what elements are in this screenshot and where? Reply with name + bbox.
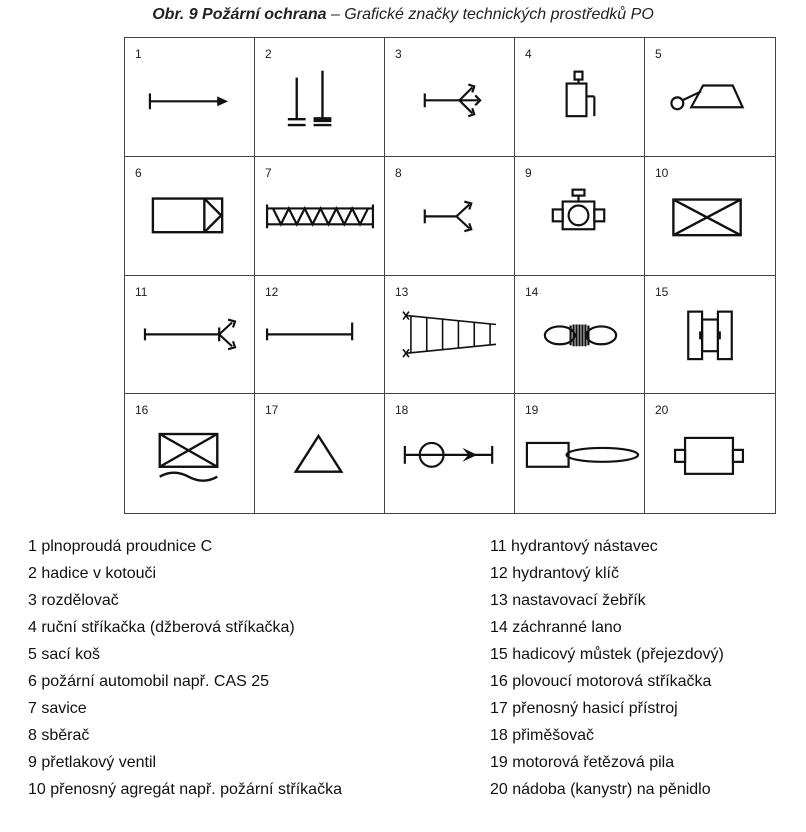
symbol-cell — [645, 38, 775, 157]
extinguisher-triangle-icon — [255, 394, 384, 513]
legend-item: 12 hydrantový klíč — [490, 565, 619, 582]
symbol-cell — [385, 276, 515, 395]
legend-column-right — [490, 533, 724, 803]
cell-number: 9 — [525, 165, 532, 180]
divider-icon — [385, 38, 514, 156]
legend-item: 19 motorová řetězová pila — [490, 754, 675, 771]
symbol-cell — [385, 38, 515, 157]
cell-number: 1 — [135, 47, 142, 61]
symbol-cell — [515, 276, 645, 395]
symbol-cell — [645, 157, 775, 276]
caption-lead: Obr. 9 Požární ochrana — [152, 6, 327, 23]
legend-item: 15 hadicový můstek (přejezdový) — [490, 646, 724, 663]
cell-number: 13 — [395, 284, 409, 299]
cell-number: 8 — [395, 165, 402, 180]
cell-number: 7 — [265, 165, 272, 180]
symbol-cell — [515, 394, 645, 513]
foam-container-icon — [645, 394, 775, 513]
legend-item: 14 záchranné lano — [490, 619, 622, 636]
cell-number: 12 — [265, 284, 279, 299]
symbol-cell — [125, 394, 255, 513]
cell-number: 15 — [655, 284, 669, 299]
hand-pump-icon — [515, 38, 644, 156]
legend-item: 5 sací koš — [28, 646, 101, 663]
legend-item: 13 nastavovací žebřík — [490, 592, 646, 609]
symbol-cell — [255, 38, 385, 157]
portable-pump-icon — [645, 157, 775, 275]
legend-item: 2 hadice v kotouči — [28, 565, 157, 582]
cell-number: 5 — [655, 47, 662, 61]
cell-number: 16 — [135, 403, 149, 418]
legend-item: 18 přiměšovač — [490, 727, 595, 744]
extension-ladder-icon — [385, 276, 514, 394]
legend-column-left — [28, 533, 342, 803]
legend-item: 10 přenosný agregát např. požární stříkačka — [28, 781, 342, 798]
rescue-rope-icon — [515, 276, 644, 394]
floating-pump-icon — [125, 394, 254, 513]
symbol-cell — [515, 38, 645, 157]
cell-number: 6 — [135, 165, 142, 180]
legend-item: 6 požární automobil např. CAS 25 — [28, 673, 270, 690]
legend-item: 11 hydrantový nástavec — [490, 538, 658, 555]
caption-rest: – Grafické značky technických prostředků PO — [326, 6, 654, 23]
legend-item: 8 sběrač — [28, 727, 90, 744]
symbol-cell — [255, 394, 385, 513]
pressure-valve-icon — [515, 157, 644, 275]
symbol-grid — [124, 37, 776, 514]
cell-number: 10 — [655, 165, 669, 180]
legend-item: 7 savice — [28, 700, 87, 717]
suction-basket-icon — [645, 38, 775, 156]
cell-number: 18 — [395, 403, 409, 418]
symbol-cell — [385, 394, 515, 513]
cell-number: 11 — [135, 284, 148, 299]
cell-number: 3 — [395, 47, 402, 61]
cell-number: 14 — [525, 284, 539, 299]
symbol-cell — [255, 157, 385, 276]
legend-item: 1 plnoproudá proudnice C — [28, 538, 213, 555]
legend-item: 9 přetlakový ventil — [28, 754, 157, 771]
symbol-cell — [125, 38, 255, 157]
legend-item: 16 plovoucí motorová stříkačka — [490, 673, 712, 690]
legend-item: 20 nádoba (kanystr) na pěnidlo — [490, 781, 711, 798]
suction-hose-icon — [255, 157, 384, 275]
figure-caption — [0, 6, 806, 24]
symbol-cell — [125, 157, 255, 276]
symbol-cell — [645, 276, 775, 395]
hydrant-key-icon — [255, 276, 384, 394]
legend-item: 4 ruční stříkačka (džberová stříkačka) — [28, 619, 295, 636]
inductor-icon — [385, 394, 514, 513]
fire-truck-icon — [125, 157, 254, 275]
hydrant-attachment-icon — [125, 276, 254, 394]
cell-number: 2 — [265, 47, 272, 61]
hose-bridge-icon — [645, 276, 775, 394]
cell-number: 4 — [525, 47, 532, 61]
cell-number: 19 — [525, 403, 539, 418]
symbol-cell — [515, 157, 645, 276]
legend-item: 17 přenosný hasicí přístroj — [490, 700, 678, 717]
hose-reel-icon — [255, 38, 384, 156]
legend-item: 3 rozdělovač — [28, 592, 119, 609]
symbol-cell — [125, 276, 255, 395]
collector-icon — [385, 157, 514, 275]
symbol-cell — [385, 157, 515, 276]
cell-number: 20 — [655, 403, 669, 418]
nozzle-arrow-icon — [125, 38, 254, 156]
symbol-cell — [255, 276, 385, 395]
cell-number: 17 — [265, 403, 279, 418]
symbol-cell — [645, 394, 775, 513]
chainsaw-icon — [515, 394, 644, 513]
